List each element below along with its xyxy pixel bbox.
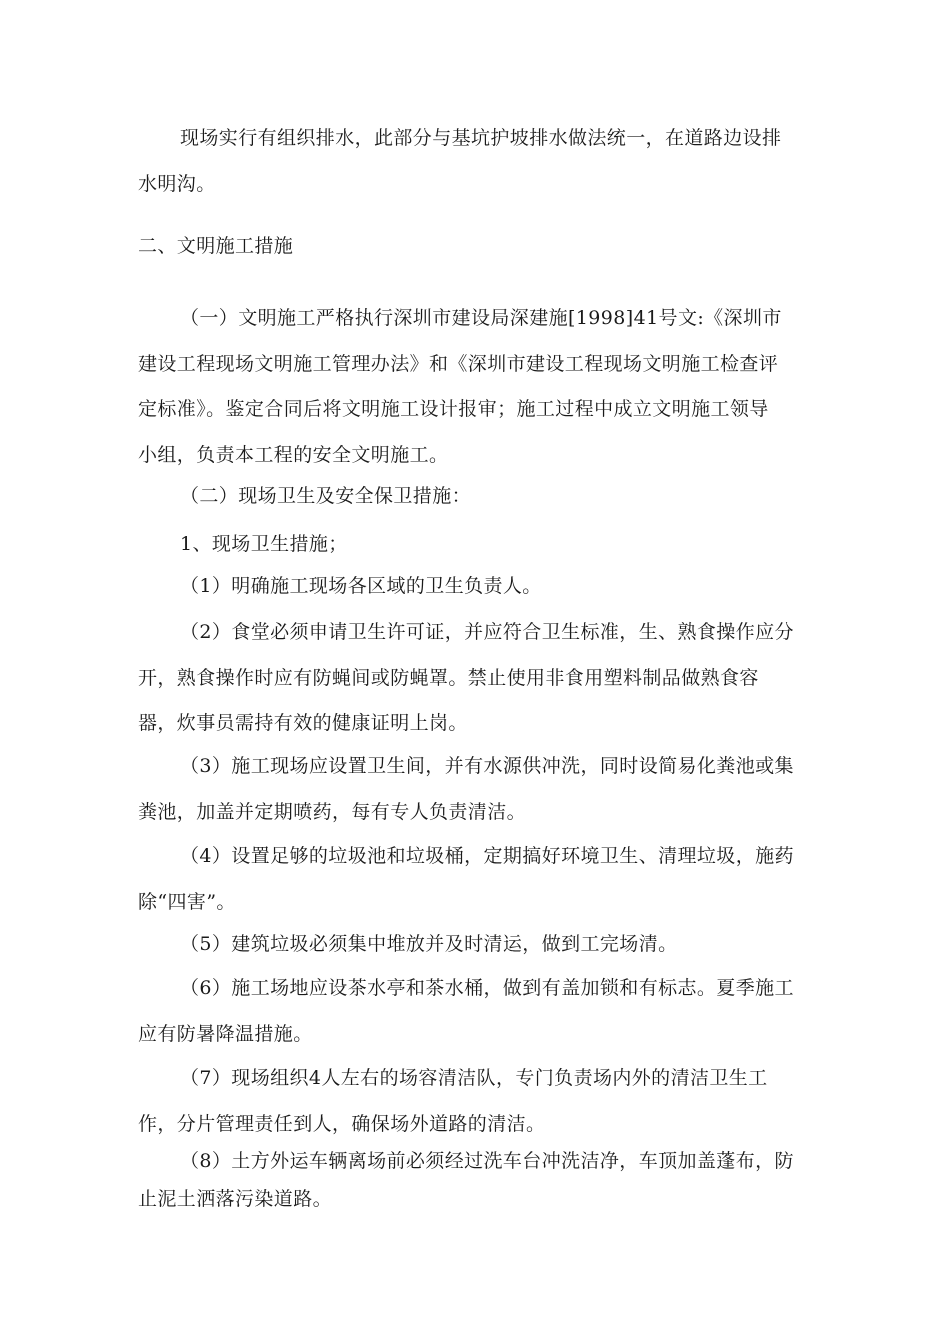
list-item-1: （1）明确施工现场各区域的卫生负责人。 xyxy=(180,575,542,597)
list-item-8: （8）土方外运车辆离场前必须经过洗车台冲洗洁净，车顶加盖蓬布，防 止泥土洒落污染道路。 xyxy=(138,1150,794,1210)
list-item-3: （3）施工现场应设置卫生间，并有水源供冲洗，同时设简易化粪池或集 粪池，加盖并定期喷药，每有专人负责清洁。 xyxy=(138,755,794,823)
list-heading-hygiene-measures: 1、现场卫生措施； xyxy=(180,533,348,555)
section-heading-civilized-construction: 二、文明施工措施 xyxy=(138,235,294,257)
list-item-5: （5）建筑垃圾必须集中堆放并及时清运，做到工完场清。 xyxy=(180,933,678,955)
list-item-4: （4）设置足够的垃圾池和垃圾桶，定期搞好环境卫生、清理垃圾，施药 除“四害”。 xyxy=(138,845,794,913)
subsection-heading-hygiene-security: （二）现场卫生及安全保卫措施： xyxy=(180,485,472,507)
paragraph-regulations: （一）文明施工严格执行深圳市建设局深建施[1998]41号文:《深圳市 建设工程现场文明施工管理办法》和《深圳市建设工程现场文明施工检查评 定标准》。鉴定合同后将文明施工设计报审；施工过程中成立文明施工领导 小组，负责本工程的安全文明施工。 xyxy=(138,307,782,466)
list-item-2: （2）食堂必须申请卫生许可证，并应符合卫生标准，生、熟食操作应分 开，熟食操作时应有防蝇间或防蝇罩。禁止使用非食用塑料制品做熟食容 器，炊事员需持有效的健康证明上岗。 xyxy=(138,621,794,734)
list-item-7: （7）现场组织4人左右的场容清洁队，专门负责场内外的清洁卫生工 作，分片管理责任到人，确保场外道路的清洁。 xyxy=(138,1067,768,1135)
list-item-6: （6）施工场地应设茶水亭和茶水桶，做到有盖加锁和有标志。夏季施工 应有防暑降温措施。 xyxy=(138,977,794,1045)
paragraph-drainage: 现场实行有组织排水，此部分与基坑护坡排水做法统一，在道路边设排 水明沟。 xyxy=(138,127,782,195)
